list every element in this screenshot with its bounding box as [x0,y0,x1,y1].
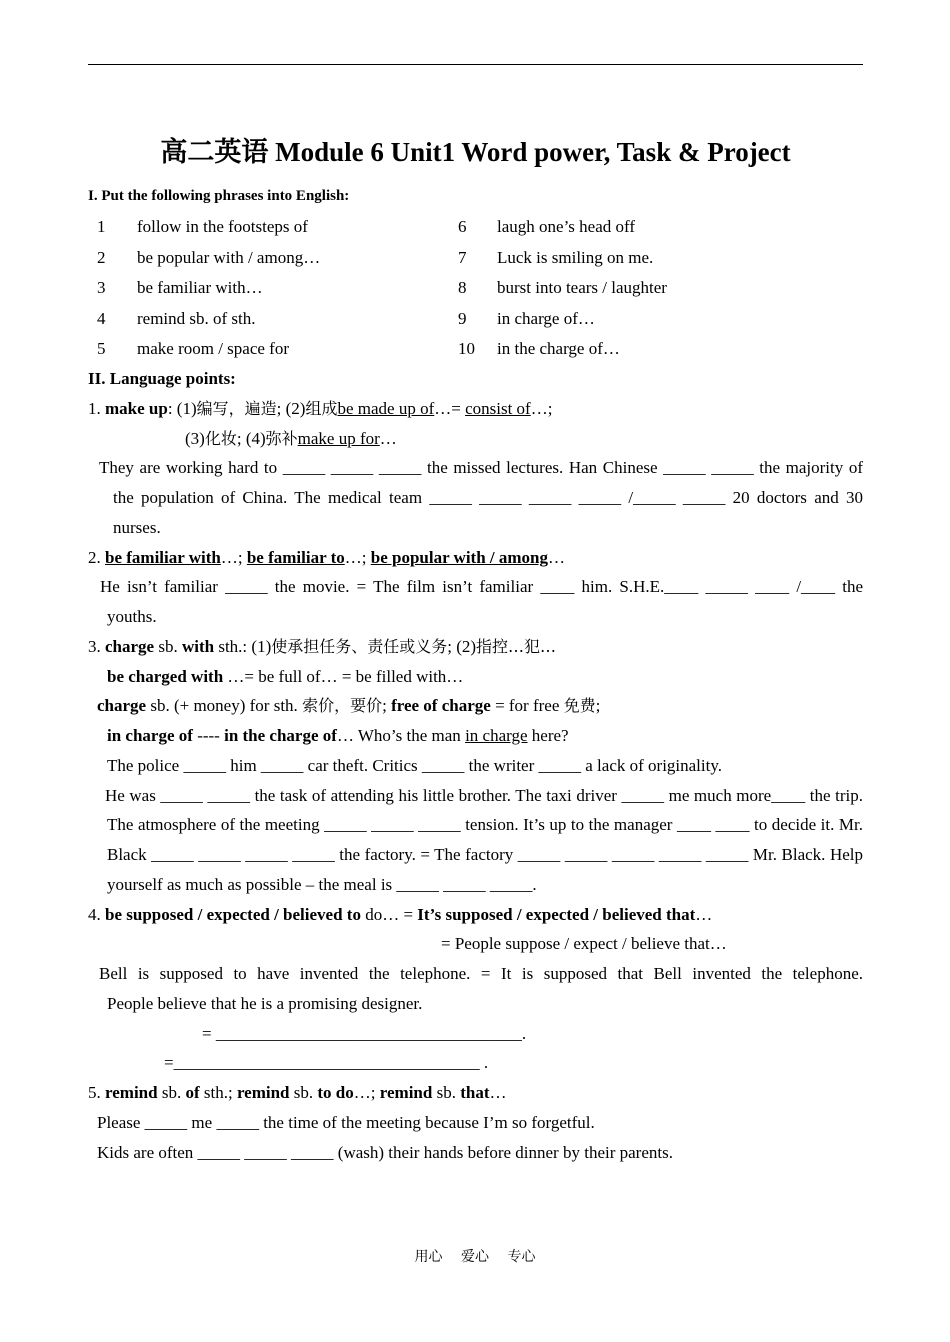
phrase-number: 4 [97,308,106,328]
phrase-text: laugh one’s head off [497,217,636,236]
keyword: be popular with / among [370,547,549,567]
phrase-text: Luck is smiling on me. [497,247,654,267]
phrase-number: 6 [458,217,467,236]
phrase-text: follow in the footsteps of [137,217,308,236]
keyword: be charged with [107,666,224,686]
header-rule [88,64,863,65]
phrase-row [88,273,863,304]
phrase-text: burst into tears / laughter [497,278,667,297]
language-points [88,364,863,1167]
point-3-exercise: He was _____ _____ the task of attending his little brother. The taxi driver _____ me much more____ the trip. The atmosphere of the meeting _____ _____ _____ tension. It’s up to the manager ____ ____ to decide it. Mr. Black _____ _____ _____ _____ the factory. = The factory _____ _____ _____ _____ _____ Mr. Black. Help yourself as much as possible – the meal is _____ _____ _____. [105,785,863,894]
page-title: 高二英语 Module 6 Unit1 Word power, Task & Project [160,137,791,167]
phrase-row [88,334,863,365]
point-5-line-3: Kids are often _____ _____ _____ (wash) their hands before dinner by their parents. [97,1142,673,1162]
keyword: of [185,1083,200,1102]
phrase-row [88,212,863,243]
point-5-line-2: Please _____ me _____ the time of the meeting because I’m so forgetful. [97,1112,595,1132]
keyword: in the charge of [224,726,337,745]
point-3-line-5: The police _____ him _____ car theft. Critics _____ the writer _____ a lack of originality. [107,755,722,775]
keyword: that [460,1083,490,1102]
underlined-phrase: consist of [465,398,531,418]
phrase-number: 8 [458,278,467,297]
keyword: remind [105,1083,158,1102]
point-4-line-3: Bell is supposed to have invented the telephone. = It is supposed that Bell invented the telephone. [99,964,863,983]
underlined-phrase: be made up of [337,398,435,418]
page-footer: 用心 爱心 专心 [414,1249,536,1265]
keyword: charge [105,636,155,656]
point-2-header: 2. be familiar with…; be familiar to…; be popular with / among… [88,547,566,567]
phrase-text: in charge of… [497,308,595,328]
phrase-row [88,304,863,335]
phrase-text: remind sb. of sth. [137,308,256,328]
keyword: with [181,636,215,656]
keyword: make up [105,398,168,418]
point-4-header: 4. be supposed / expected / believed to do… = It’s supposed / expected / believed that… [88,904,713,924]
point-2-exercise: He isn’t familiar _____ the movie. = The film isn’t familiar ____ him. S.H.E.____ _____ ____ /____ the youths. [100,577,863,626]
phrase-text: in the charge of… [497,339,620,358]
phrase-number: 10 [458,339,475,358]
keyword: It’s supposed / expected / believed that [417,904,696,924]
keyword: in charge of [107,726,193,745]
phrase-number: 3 [97,278,106,297]
point-1-exercise: They are working hard to _____ _____ _____ the missed lectures. Han Chinese _____ _____ the majority of the population of China. The medical team _____ _____ _____ _____ /_____ _____ 20 doctors and 30 nurses. [99,458,863,537]
point-1-header-cont: (3)化妆; (4)弥补make up for… [185,428,397,448]
section-2-heading: II. Language points: [88,369,236,388]
keyword: be familiar with [105,547,221,567]
point-3-line-4: in charge of ---- in the charge of… Who’s the man in charge here? [107,726,569,745]
point-3-line-3: charge sb. (+ money) for sth. 索价，要价; free of charge = for free 免费; [97,696,601,716]
underlined-phrase: make up for [297,428,380,448]
keyword: charge [97,696,147,716]
point-4-line-4: People believe that he is a promising designer. [107,993,423,1013]
keyword: to do [317,1083,354,1102]
point-1-header: 1. make up: (1)编写，遍造; (2)组成be made up of…= consist of…; [88,398,553,418]
keyword: remind [236,1083,290,1102]
underlined-phrase: in charge [465,726,528,745]
point-4-blank-2: =____________________________________ . [164,1053,489,1073]
point-4-blank-1: = ____________________________________. [202,1023,527,1043]
point-5-header: 5. remind sb. of sth.; remind sb. to do…; remind sb. that… [88,1083,507,1102]
phrase-row [88,243,863,274]
point-4-line-2: = People suppose / expect / believe that… [441,934,727,954]
phrase-number: 1 [97,217,106,236]
keyword: remind [379,1083,433,1102]
point-3-header: 3. charge sb. with sth.: (1)使承担任务、责任或义务; (2)指控…犯… [88,636,557,656]
keyword: be familiar to [246,547,345,567]
phrase-text: be popular with / among… [137,247,321,267]
phrase-list [88,212,863,365]
phrase-number: 9 [458,308,467,328]
point-3-line-2: be charged with …= be full of… = be filled with… [107,666,464,686]
phrase-text: make room / space for [137,339,289,358]
phrase-number: 7 [458,247,467,267]
section-1-heading: I. Put the following phrases into English: [88,188,350,204]
phrase-number: 5 [97,339,106,358]
keyword: be supposed / expected / believed to [105,904,361,924]
phrase-text: be familiar with… [137,278,263,297]
phrase-number: 2 [97,247,106,267]
keyword: free of charge [391,696,491,716]
